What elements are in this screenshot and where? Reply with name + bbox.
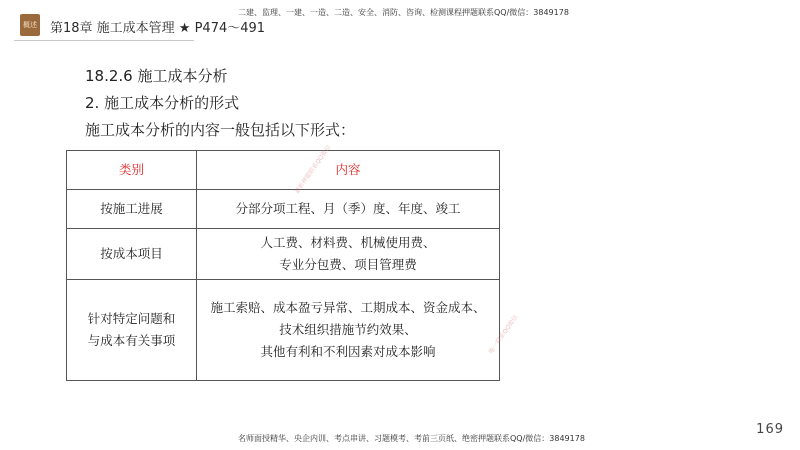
content-line: 分部分项工程、月（季）度、年度、竣工 xyxy=(235,201,461,216)
subsection-title: 2. 施工成本分析的形式 xyxy=(85,94,240,112)
content-cell xyxy=(197,229,500,280)
content-cell xyxy=(197,190,500,229)
bottom-contact-banner: 名师面授精华、央企内训、考点串讲、习题模考、考前三页纸、绝密押题联系QQ/微信：3849178 xyxy=(238,434,585,443)
page-number: 169 xyxy=(756,422,784,437)
cost-analysis-table xyxy=(66,150,500,381)
content-line: 专业分包费、项目管理费 xyxy=(279,257,417,272)
content-line: 其他有利和不利因素对成本影响 xyxy=(260,344,436,359)
header-category: 类别 xyxy=(67,151,197,190)
category-line: 与成本有关事项 xyxy=(87,333,176,348)
category-line: 按成本项目 xyxy=(100,246,163,261)
category-cell xyxy=(67,229,197,280)
header-content: 内容 xyxy=(197,151,500,190)
category-line: 针对特定问题和 xyxy=(87,311,176,326)
category-cell xyxy=(67,280,197,381)
table-row xyxy=(67,229,500,280)
logo-text: 概述 xyxy=(23,21,37,29)
content-line: 施工索赔、成本盈亏异常、工期成本、资金成本、 xyxy=(210,300,486,315)
content-cell xyxy=(197,280,500,381)
content-line: 人工费、材料费、机械使用费、 xyxy=(260,235,436,250)
header-divider xyxy=(14,40,194,41)
table-row xyxy=(67,190,500,229)
chapter-title: 第18章 施工成本管理 ★ P474～491 xyxy=(50,21,266,36)
category-cell xyxy=(67,190,197,229)
section-title: 18.2.6 施工成本分析 xyxy=(85,67,228,85)
content-line: 技术组织措施节约效果、 xyxy=(279,322,417,337)
watermark: 最新押题联系QQ微信 xyxy=(293,144,333,196)
intro-text: 施工成本分析的内容一般包括以下形式： xyxy=(85,121,356,139)
table-header-row xyxy=(67,151,500,190)
top-contact-banner: 二建、监理、一建、一造、二造、安全、消防、咨询、检测课程押题联系QQ/微信：3849178 xyxy=(238,8,569,17)
watermark: 唯一联系QQ微信 xyxy=(487,313,520,356)
category-line: 按施工进展 xyxy=(100,201,163,216)
table-row xyxy=(67,280,500,381)
logo-badge xyxy=(20,14,40,36)
